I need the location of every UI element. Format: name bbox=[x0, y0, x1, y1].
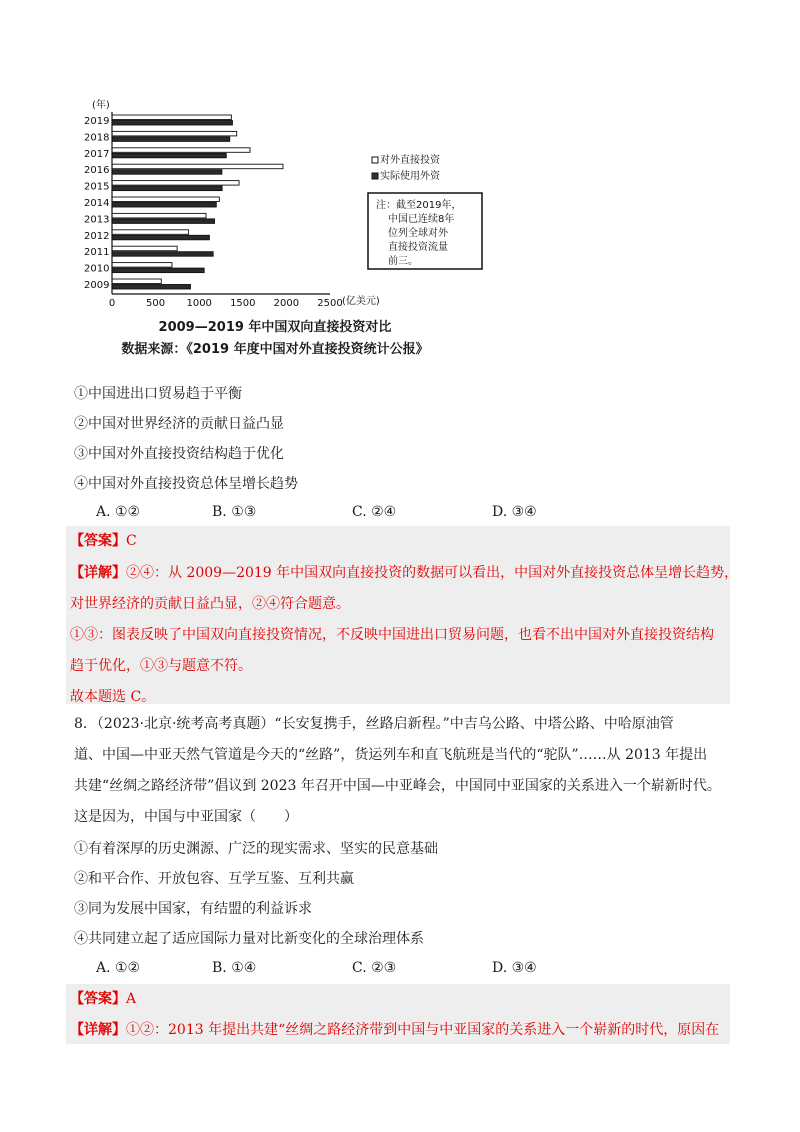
bar-outward-investment bbox=[112, 181, 239, 186]
y-tick-label: 2018 bbox=[84, 132, 110, 144]
chart-source: 数据来源：《2019 年度中国对外直接投资统计公报》 bbox=[121, 342, 429, 357]
legend-label-inward: 实际使用外资 bbox=[380, 171, 440, 182]
bar-outward-investment bbox=[112, 131, 237, 136]
q8-option-d: D. ③④ bbox=[492, 960, 537, 976]
x-tick-label: 2500 bbox=[317, 298, 343, 309]
y-tick-label: 2011 bbox=[84, 247, 110, 259]
bar-foreign-investment-used bbox=[112, 235, 209, 240]
q8-stem-line: 这是因为，中国与中亚国家（ ） bbox=[74, 809, 298, 825]
y-axis-unit: (年) bbox=[92, 100, 110, 111]
q8-answer bbox=[70, 990, 136, 1008]
x-tick-label: 500 bbox=[146, 298, 166, 309]
y-tick-label: 2019 bbox=[84, 116, 110, 127]
bar-foreign-investment-used bbox=[112, 285, 190, 290]
y-tick-label: 2012 bbox=[84, 230, 110, 242]
detail-tag: 【详解】 bbox=[70, 1022, 126, 1038]
bar-foreign-investment-used bbox=[112, 219, 215, 224]
legend-swatch-inward bbox=[372, 173, 378, 179]
x-tick-label: 0 bbox=[108, 298, 116, 309]
q8-stem-line: 道、中国—中亚天然气管道是今天的“丝路”，货运列车和直飞航班是当代的“驼队”……从 2013 年提出 bbox=[74, 747, 708, 763]
chart-note bbox=[368, 193, 482, 269]
q7-option-a: A. ①② bbox=[96, 504, 141, 520]
y-tick-label: 2010 bbox=[84, 263, 110, 275]
note-line: 前三。 bbox=[388, 256, 418, 267]
note-line: 直接投资流量 bbox=[388, 242, 448, 253]
bar-outward-investment bbox=[112, 148, 250, 153]
answer-tag: 【答案】 bbox=[70, 533, 126, 549]
bar-outward-investment bbox=[112, 230, 189, 235]
bar-outward-investment bbox=[112, 115, 231, 120]
note-line: 位列全球对外 bbox=[388, 228, 448, 239]
q8-item: ②和平合作、开放包容、互学互鉴、互利共赢 bbox=[74, 871, 354, 887]
q7-answer bbox=[70, 532, 137, 550]
legend-swatch-outward bbox=[372, 157, 378, 163]
bar-outward-investment bbox=[112, 279, 161, 284]
q7-detail-line bbox=[70, 564, 738, 582]
q7-item: ②中国对世界经济的贡献日益凸显 bbox=[74, 416, 284, 432]
q7-option-c: C. ②④ bbox=[352, 504, 397, 520]
q8-option-c: C. ②③ bbox=[352, 960, 397, 976]
answer-tag: 【答案】 bbox=[70, 991, 126, 1007]
detail-text: ①②：2013 年提出共建“丝绸之路经济带到中国与中亚国家的关系进入一个崭新的时代，原因在 bbox=[126, 1022, 720, 1038]
bar-foreign-investment-used bbox=[112, 203, 216, 208]
answer-value: C bbox=[126, 533, 137, 549]
q7-answer-block bbox=[66, 526, 730, 704]
chart-title: 2009—2019 年中国双向直接投资对比 bbox=[158, 320, 392, 335]
detail-text: ②④：从 2009—2019 年中国双向直接投资的数据可以看出，中国对外直接投资总体呈增长趋势， bbox=[126, 565, 739, 581]
bar-foreign-investment-used bbox=[112, 252, 213, 257]
q8-item: ①有着深厚的历史渊源、广泛的现实需求、坚实的民意基础 bbox=[74, 841, 438, 857]
q7-detail-line: 故本题选 C。 bbox=[70, 689, 156, 705]
note-line: 注：截至2019年， bbox=[376, 200, 462, 211]
q7-item: ③中国对外直接投资结构趋于优化 bbox=[74, 446, 284, 462]
q7-detail-line: 趋于优化，①③与题意不符。 bbox=[70, 658, 252, 674]
q7-item: ④中国对外直接投资总体呈增长趋势 bbox=[74, 476, 298, 492]
bar-foreign-investment-used bbox=[112, 186, 222, 191]
bar-outward-investment bbox=[112, 263, 172, 268]
legend-label-outward: 对外直接投资 bbox=[380, 155, 440, 166]
q8-item: ④共同建立起了适应国际力量对比新变化的全球治理体系 bbox=[74, 931, 424, 947]
y-tick-label: 2013 bbox=[84, 214, 110, 226]
detail-tag: 【详解】 bbox=[70, 565, 126, 581]
q8-item: ③同为发展中国家，有结盟的利益诉求 bbox=[74, 901, 312, 917]
y-tick-label: 2016 bbox=[84, 165, 110, 177]
x-tick-label: 1000 bbox=[186, 298, 212, 309]
bar-foreign-investment-used bbox=[112, 121, 232, 126]
bar-outward-investment bbox=[112, 246, 177, 251]
q8-stem-line: 8．（2023·北京·统考高考真题）“长安复携手，丝路启新程。”中吉乌公路、中塔公路、中哈原油管 bbox=[74, 716, 674, 732]
q7-detail-line: ①③：图表反映了中国双向直接投资情况，不反映中国进出口贸易问题，也看不出中国对外直接投资结构 bbox=[70, 627, 714, 643]
note-line: 中国已连续8年 bbox=[388, 214, 455, 225]
y-tick-label: 2017 bbox=[84, 148, 110, 160]
x-axis-unit: (亿美元) bbox=[342, 296, 380, 307]
bar-outward-investment bbox=[112, 197, 219, 202]
y-tick-label: 2015 bbox=[84, 181, 110, 193]
y-tick-label: 2014 bbox=[84, 198, 110, 209]
answer-value: A bbox=[126, 991, 137, 1007]
q8-option-a: A. ①② bbox=[96, 960, 141, 976]
q7-item: ①中国进出口贸易趋于平衡 bbox=[74, 386, 242, 402]
bar-outward-investment bbox=[112, 213, 206, 218]
chart-legend bbox=[372, 153, 441, 182]
bar-foreign-investment-used bbox=[112, 137, 230, 142]
q8-option-b: B. ①④ bbox=[212, 960, 257, 976]
bar-foreign-investment-used bbox=[112, 268, 204, 273]
q7-option-b: B. ①③ bbox=[212, 504, 257, 520]
y-tick-label: 2009 bbox=[84, 280, 110, 291]
bar-outward-investment bbox=[112, 164, 283, 169]
q8-stem-line: 共建“丝绸之路经济带”倡议到 2023 年召开中国—中亚峰会，中国同中亚国家的关系进入一个崭新时代。 bbox=[74, 778, 721, 794]
bar-foreign-investment-used bbox=[112, 170, 222, 175]
bar-foreign-investment-used bbox=[112, 153, 226, 158]
q7-option-d: D. ③④ bbox=[492, 504, 537, 520]
q8-detail-line bbox=[70, 1021, 719, 1039]
x-tick-label: 1500 bbox=[230, 298, 256, 309]
q7-detail-line: 对世界经济的贡献日益凸显，②④符合题意。 bbox=[70, 596, 350, 612]
x-tick-label: 2000 bbox=[273, 298, 300, 309]
